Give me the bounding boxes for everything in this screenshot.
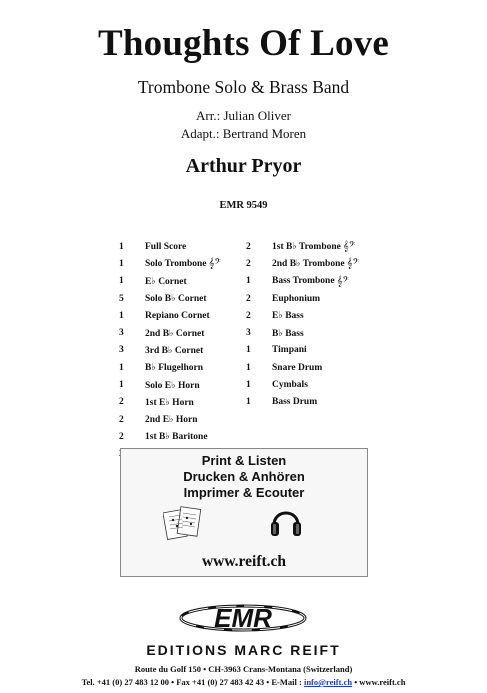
part-row [246,273,359,290]
part-row [119,359,221,376]
part-name: Cymbals [272,380,308,391]
part-row [119,411,221,428]
part-quantity: 1 [246,276,251,287]
part-quantity: 2 [246,258,251,269]
part-name: 2nd E♭ Horn [145,415,198,426]
part-name: 3rd B♭ Cornet [145,345,204,356]
part-name: E♭ Cornet [145,276,187,287]
part-quantity: 1 [246,362,251,373]
part-quantity: 2 [119,397,124,408]
publisher-contact [0,677,487,687]
arranger-credit: Arr.: Julian Oliver [196,108,291,123]
promo-line-drucken: Drucken & Anhören [183,469,305,484]
part-quantity: 1 [119,310,124,321]
part-row [119,324,221,341]
part-quantity: 3 [119,345,124,356]
part-quantity: 3 [119,328,124,339]
part-quantity: 2 [246,293,251,304]
part-row [119,290,221,307]
part-row [246,255,359,272]
catalog-number: EMR 9549 [219,200,268,211]
sheet-music-icon [163,505,203,541]
part-name: Snare Drum [272,362,323,373]
part-quantity: 1 [119,380,124,391]
emr-logo-text: EMR [214,603,272,633]
part-row [246,359,359,376]
part-name: 1st E♭ Horn [145,397,194,408]
part-row [119,376,221,393]
promo-line-print-listen: Print & Listen [201,453,287,468]
adapter-credit: Adapt.: Bertrand Moren [180,126,307,141]
part-row [119,273,221,290]
part-row [119,307,221,324]
part-quantity: 1 [246,397,251,408]
part-quantity: 1 [119,258,124,269]
publisher-name: EDITIONS MARC REIFT [146,642,341,658]
part-name: Solo B♭ Cornet [145,294,207,305]
part-name: Repiano Cornet [145,310,210,321]
part-quantity: 1 [246,345,251,356]
part-quantity: 1 [119,276,124,287]
clef-icons: 𝄞𝄢 [346,258,359,270]
clef-icons: 𝄞𝄢 [336,275,349,287]
part-quantity: 1 [119,241,124,252]
part-row [119,394,221,411]
contact-website: • www.reift.ch [352,677,406,687]
part-row [119,428,221,445]
part-row [246,307,359,324]
parts-list-right [246,238,359,411]
composer-name: Arthur Pryor [185,155,302,177]
part-row [246,238,359,255]
clef-icons: 𝄞𝄢 [208,258,221,270]
part-name: 2nd B♭ Trombone [272,259,345,270]
email-link[interactable]: info@reift.ch [303,677,353,687]
part-name: B♭ Flugelhorn [145,363,204,374]
part-name: Bass Trombone [272,276,335,287]
publisher-address: Route du Golf 150 • CH-3963 Crans-Montana (Switzerland) [134,664,353,674]
part-name: Timpani [272,345,307,356]
part-quantity: 1 [246,380,251,391]
part-name: Euphonium [272,293,321,304]
part-row [246,342,359,359]
part-name: Solo E♭ Horn [145,380,200,391]
part-row [246,290,359,307]
part-quantity: 2 [119,431,124,442]
part-quantity: 2 [119,414,124,425]
part-quantity: 3 [246,328,251,339]
part-quantity: 2 [246,241,251,252]
part-name: 1st B♭ Baritone [145,432,208,443]
subtitle: Trombone Solo & Brass Band [137,77,350,97]
part-name: B♭ Bass [272,328,304,339]
page-title: Thoughts Of Love [97,23,390,64]
part-row [246,376,359,393]
part-name: E♭ Bass [272,311,304,322]
part-quantity: 5 [119,293,124,304]
part-row [119,255,221,272]
part-name: Bass Drum [272,397,318,408]
part-row [246,394,359,411]
part-row [119,238,221,255]
promo-line-imprimer: Imprimer & Ecouter [183,485,305,500]
part-row [119,342,221,359]
print-listen-box[interactable] [120,448,368,577]
part-name: 2nd B♭ Cornet [145,328,205,339]
part-name: Full Score [145,241,187,252]
part-quantity: 1 [119,362,124,373]
part-quantity: 2 [246,310,251,321]
part-row [246,324,359,341]
parts-list-left [119,238,221,463]
part-name: 1st B♭ Trombone [272,242,341,253]
part-name: Solo Trombone [145,258,207,269]
headphones-icon [269,503,303,539]
website-link[interactable]: www.reift.ch [201,553,287,570]
contact-phone-fax: Tel. +41 (0) 27 483 12 00 • Fax +41 (0) 27 483 42 43 • E-Mail : [81,677,304,687]
clef-icons: 𝄞𝄢 [342,241,356,253]
